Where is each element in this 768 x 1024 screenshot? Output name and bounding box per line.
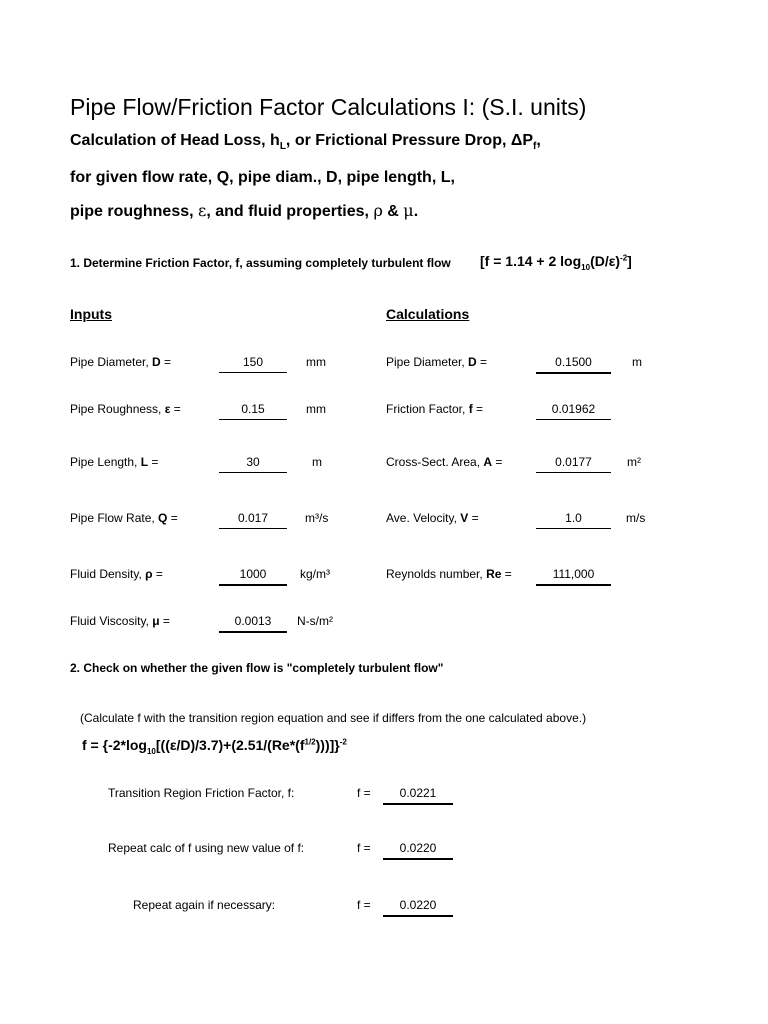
mu-symbol: μ [403, 201, 414, 220]
calc-label-area: Cross-Sect. Area, A = [386, 455, 503, 469]
calc-diameter-value: 0.1500 [536, 355, 611, 374]
repeat-calc-eq: f = [357, 841, 371, 855]
input-roughness-unit: mm [306, 402, 326, 416]
input-label-viscosity: Fluid Viscosity, μ = [70, 614, 170, 628]
calculations-header: Calculations [386, 306, 470, 322]
calc-diameter-unit: m [632, 355, 642, 369]
step-2-equation [82, 737, 347, 756]
input-viscosity-value[interactable]: 0.0013 [219, 614, 287, 633]
input-label-diameter: Pipe Diameter, D = [70, 355, 172, 369]
step-2-note: (Calculate f with the transition region equation and see if differs from the one calculated above.) [80, 711, 587, 725]
subscript-l: L [279, 141, 286, 153]
equation-text: )))]} [315, 737, 340, 753]
repeat-calc-value: 0.0220 [383, 841, 453, 860]
input-flowrate-value[interactable]: 0.017 [219, 511, 287, 529]
input-length-value[interactable]: 30 [219, 455, 287, 473]
subtitle-line-1 [70, 132, 541, 152]
step-1-heading: 1. Determine Friction Factor, f, assuming completely turbulent flow [70, 256, 451, 270]
transition-factor-label: Transition Region Friction Factor, f: [108, 786, 295, 800]
subtitle-text: , [536, 132, 541, 149]
input-label-roughness: Pipe Roughness, ε = [70, 402, 181, 416]
subtitle-text: , or Frictional Pressure Drop, [285, 132, 511, 149]
subtitle-text: & [382, 203, 404, 220]
subtitle-line-3 [70, 201, 418, 221]
step-2-heading: 2. Check on whether the given flow is "completely turbulent flow" [70, 661, 444, 675]
transition-factor-value: 0.0221 [383, 786, 453, 805]
input-label-flowrate: Pipe Flow Rate, Q = [70, 511, 178, 525]
equation-superscript: 1/2 [304, 737, 316, 747]
calc-label-friction: Friction Factor, f = [386, 402, 484, 416]
step-1-equation [480, 253, 632, 272]
equation-text: (D/ε) [590, 253, 621, 269]
page-title: Pipe Flow/Friction Factor Calculations I: (S.I. units) [70, 94, 587, 120]
calc-reynolds-value: 111,000 [536, 567, 611, 586]
subtitle-line-2: for given flow rate, Q, pipe diam., D, pipe length, L, [70, 169, 455, 186]
subtitle-text: pipe roughness, [70, 203, 199, 220]
input-density-unit: kg/m³ [300, 567, 330, 581]
equation-text: f = {-2*log [82, 737, 147, 753]
inputs-header: Inputs [70, 306, 112, 322]
calc-velocity-unit: m/s [626, 511, 646, 525]
equation-superscript: -2 [339, 737, 347, 747]
subtitle-text: Calculation of Head Loss, h [70, 132, 280, 149]
calc-label-velocity: Ave. Velocity, V = [386, 511, 479, 525]
repeat-calc-label: Repeat calc of f using new value of f: [108, 841, 305, 855]
repeat-again-eq: f = [357, 898, 371, 912]
equation-text: [((ε/D)/3.7)+(2.51/(Re*(f [155, 737, 305, 753]
subtitle-text: , and fluid properties, [206, 203, 374, 220]
input-viscosity-unit: N-s/m² [297, 614, 333, 628]
input-flowrate-unit: m³/s [305, 511, 329, 525]
transition-factor-eq: f = [357, 786, 371, 800]
calc-area-value: 0.0177 [536, 455, 611, 473]
input-diameter-unit: mm [306, 355, 326, 369]
equation-superscript: -2 [620, 253, 628, 263]
repeat-again-label: Repeat again if necessary: [133, 898, 276, 912]
calc-label-diameter: Pipe Diameter, D = [386, 355, 488, 369]
input-length-unit: m [312, 455, 322, 469]
input-density-value[interactable]: 1000 [219, 567, 287, 586]
epsilon-symbol: ε [198, 201, 207, 220]
subtitle-text: . [413, 203, 419, 220]
equation-subscript: 10 [146, 746, 156, 756]
input-diameter-value[interactable]: 150 [219, 355, 287, 373]
input-label-density: Fluid Density, ρ = [70, 567, 163, 581]
equation-text: ] [627, 253, 632, 269]
equation-subscript: 10 [581, 262, 591, 272]
calc-friction-value: 0.01962 [536, 402, 611, 420]
calc-label-reynolds: Reynolds number, Re = [386, 567, 512, 581]
equation-text: [f = 1.14 + 2 log [480, 253, 582, 269]
calc-area-unit: m² [627, 455, 641, 469]
calc-velocity-value: 1.0 [536, 511, 611, 529]
input-roughness-value[interactable]: 0.15 [219, 402, 287, 420]
repeat-again-value: 0.0220 [383, 898, 453, 917]
input-label-length: Pipe Length, L = [70, 455, 159, 469]
rho-symbol: ρ [373, 201, 383, 220]
delta-p-symbol: ΔP [510, 132, 534, 149]
subscript-f: f [533, 141, 537, 153]
